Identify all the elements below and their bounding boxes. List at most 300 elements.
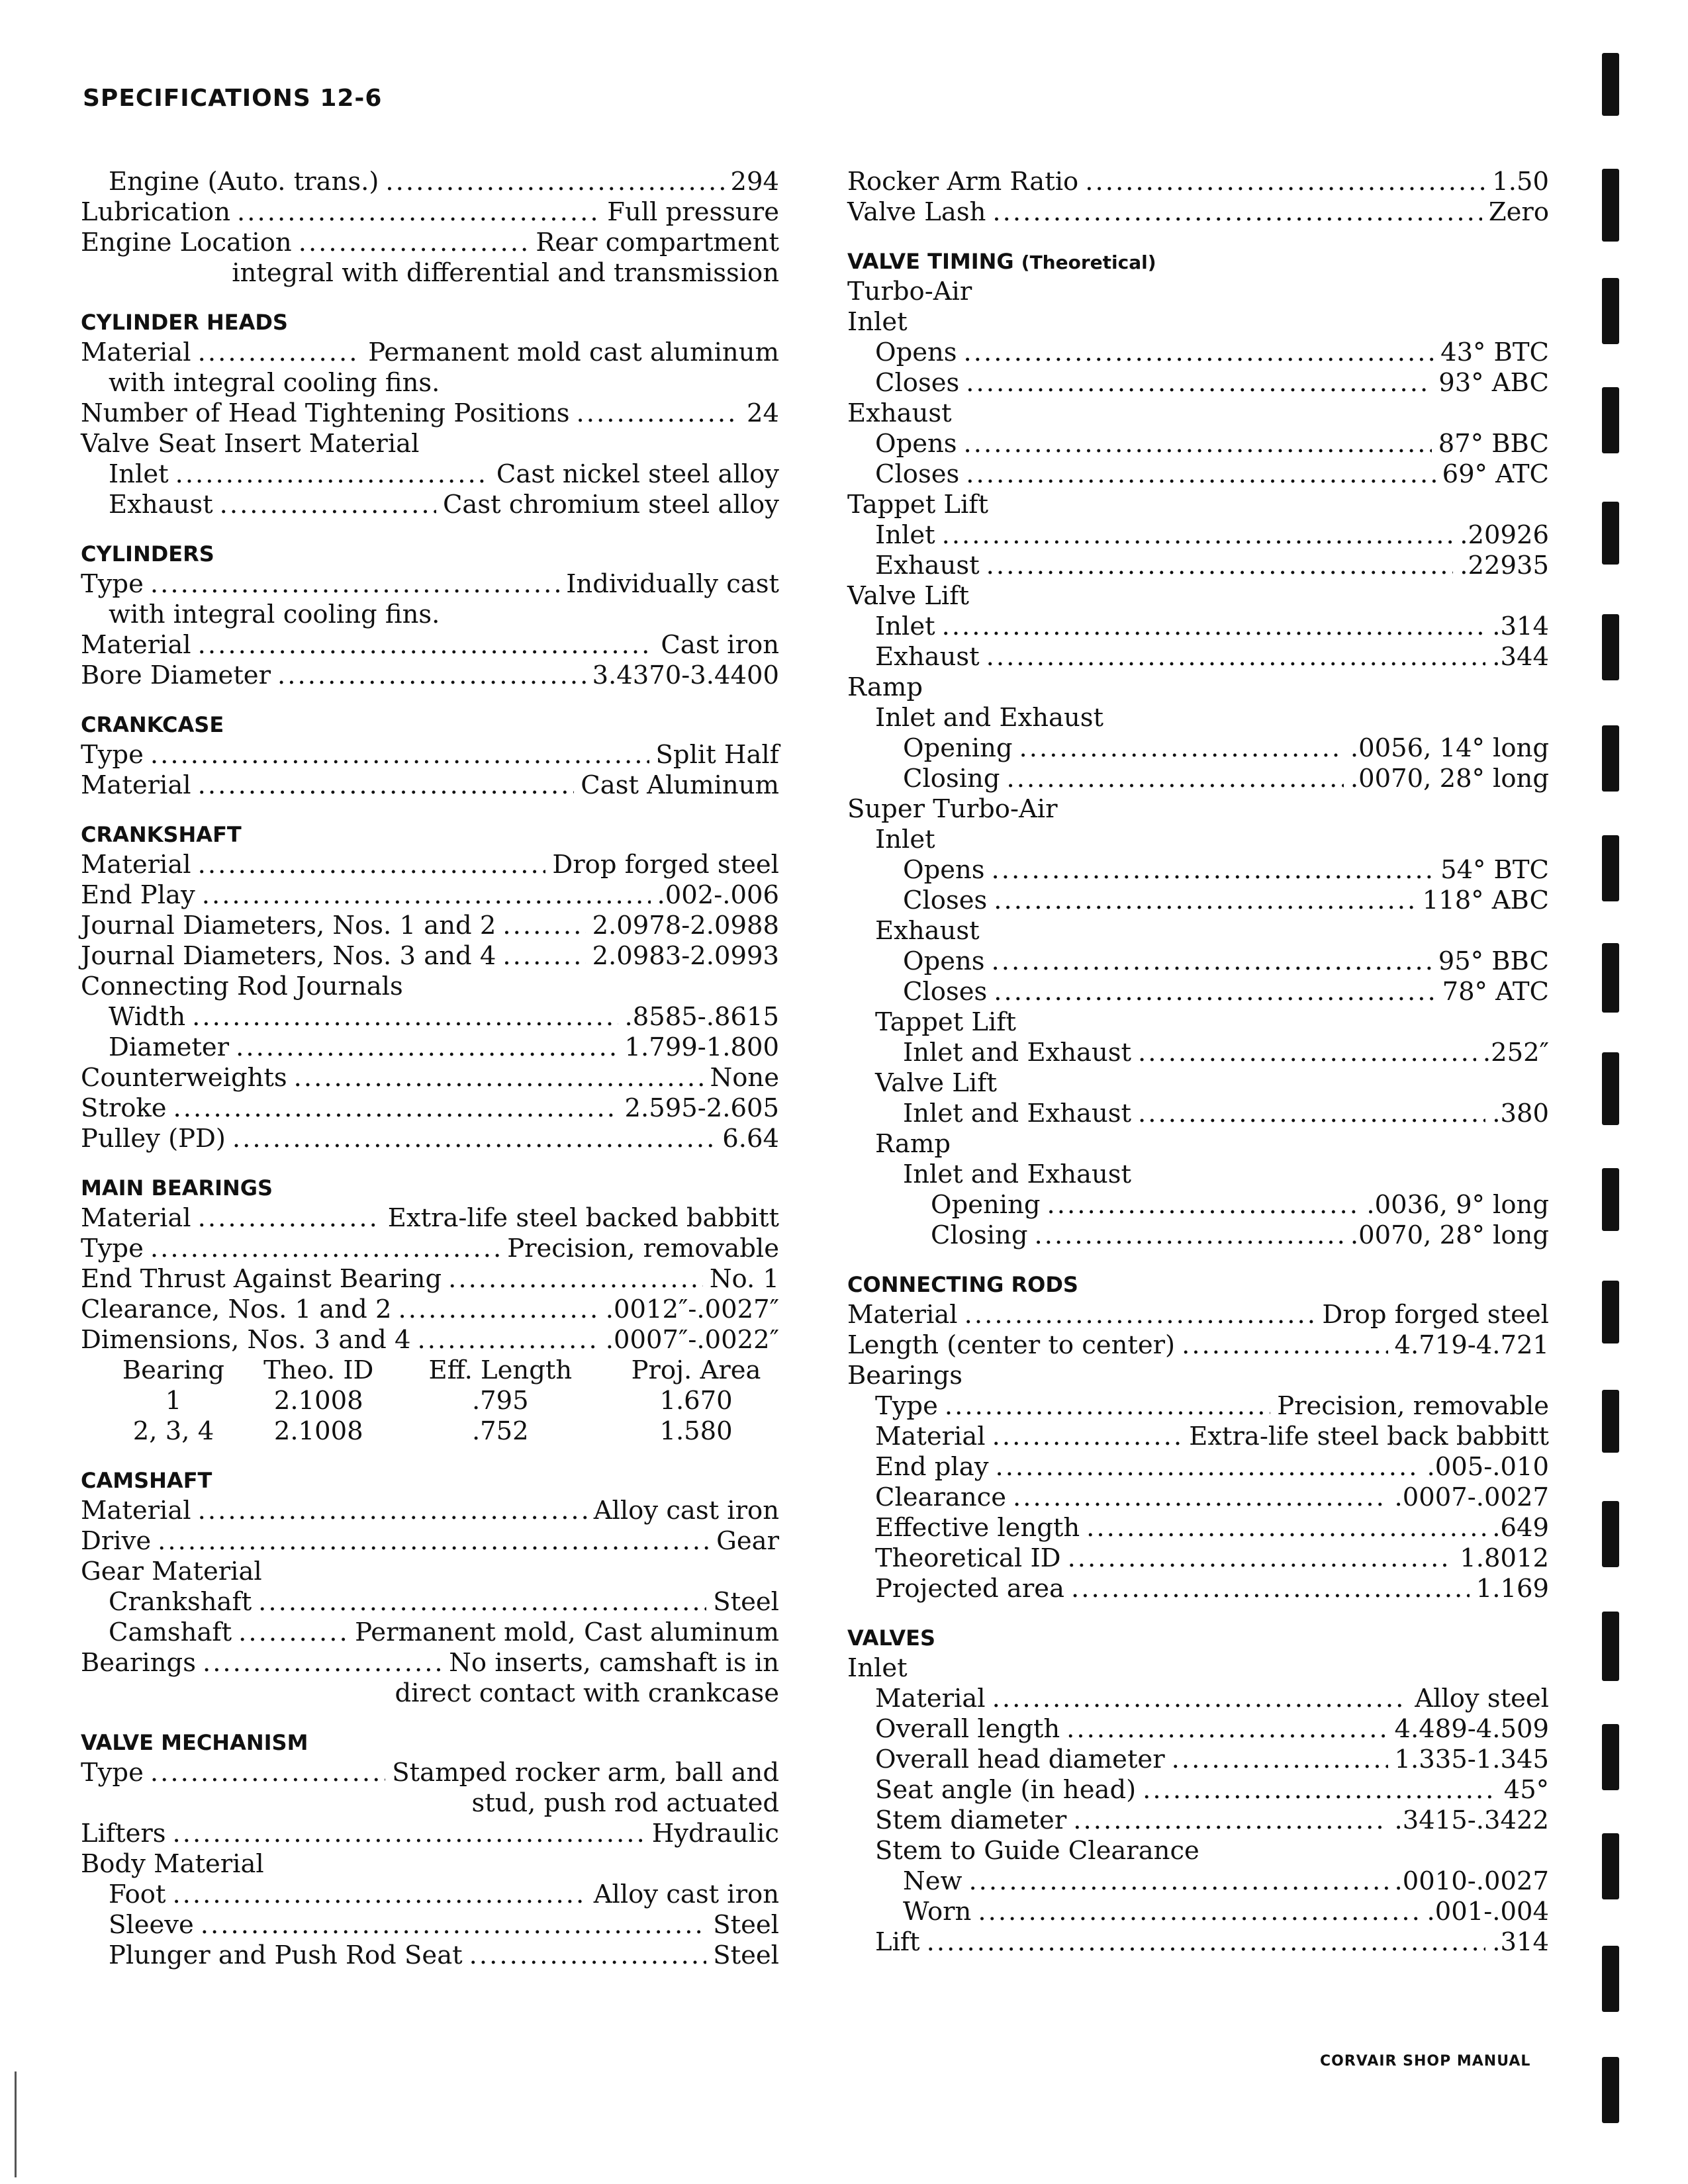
dot-leader [158, 1526, 710, 1557]
section-heading-text: VALVE MECHANISM [81, 1730, 308, 1755]
spec-value: .8585-.8615 [624, 1002, 779, 1032]
spec-label: Closes [903, 886, 988, 915]
dot-leader [201, 1910, 706, 1940]
spec-subheading: Stem to Guide Clearance [875, 1836, 1199, 1866]
spec-value: Steel [713, 1587, 779, 1617]
spec-row [81, 1325, 779, 1355]
dot-leader [299, 228, 530, 258]
spec-subheading: Exhaust [847, 398, 952, 428]
spec-row [847, 977, 1549, 1007]
dot-leader [150, 740, 649, 770]
dot-leader [1085, 167, 1485, 197]
spec-value: 1.8012 [1460, 1543, 1549, 1573]
spec-value: Permanent mold cast aluminum [368, 338, 779, 367]
spec-row [847, 368, 1549, 398]
spec-subheading: Inlet [847, 1653, 908, 1683]
spec-label: Effective length [875, 1513, 1080, 1543]
spec-value: Individually cast [566, 569, 779, 599]
spec-continuation: with integral cooling fins. [109, 368, 440, 398]
spec-label: Opening [931, 1190, 1041, 1220]
table-row [107, 1386, 789, 1416]
spec-label: Bore Diameter [81, 660, 271, 690]
dot-leader [994, 886, 1416, 916]
spec-row [81, 941, 779, 972]
section-heading-text: CAMSHAFT [81, 1468, 212, 1493]
dot-leader [203, 1648, 442, 1678]
spec-label: Pulley (PD) [81, 1124, 226, 1154]
spec-label: Type [81, 1234, 144, 1263]
spec-row [847, 1300, 1549, 1330]
spec-label: Lifters [81, 1819, 166, 1848]
dot-leader [964, 338, 1434, 368]
spec-label: Worn [903, 1897, 972, 1927]
dot-leader [577, 398, 740, 429]
spec-label: Material [81, 850, 191, 880]
dot-leader [1006, 764, 1343, 794]
spec-value: 2.595-2.605 [624, 1093, 779, 1123]
dot-leader [192, 1002, 618, 1032]
spec-row [81, 630, 779, 660]
dot-leader [986, 551, 1454, 581]
spec-label: Exhaust [109, 490, 213, 520]
table-cell: .795 [471, 1386, 529, 1416]
spec-value: .005-.010 [1427, 1452, 1549, 1482]
spec-label: New [903, 1866, 962, 1896]
spec-label: End Play [81, 880, 195, 910]
spec-label: Length (center to center) [847, 1330, 1176, 1360]
spec-continuation: integral with differential and transmission [232, 258, 779, 288]
spec-row [81, 850, 779, 880]
dot-leader [1138, 1038, 1476, 1068]
section-heading [81, 307, 779, 338]
spec-value: .314 [1492, 1927, 1549, 1957]
spec-value: 45° [1503, 1775, 1549, 1805]
section-heading-text: CYLINDERS [81, 541, 214, 567]
spec-row [81, 880, 779, 911]
spec-label: Closes [903, 977, 988, 1007]
spec-label: Stroke [81, 1093, 167, 1123]
dot-leader [966, 459, 1435, 490]
spec-row [847, 520, 1549, 551]
dot-leader [173, 1093, 618, 1124]
spec-row [81, 1880, 779, 1910]
section-heading [81, 819, 779, 850]
spec-value: Steel [713, 1910, 779, 1940]
edge-mark [1602, 1390, 1619, 1453]
spec-label: Engine (Auto. trans.) [109, 167, 379, 197]
spec-row [847, 1543, 1549, 1574]
table-cell: 1 [165, 1386, 182, 1416]
spec-label: Material [847, 1300, 958, 1330]
spec-row [81, 569, 779, 600]
spec-value: No inserts, camshaft is in [449, 1648, 779, 1678]
dot-leader [198, 338, 362, 368]
spec-label: Bearings [81, 1648, 196, 1678]
spec-row [847, 197, 1549, 228]
edge-mark [1602, 725, 1619, 792]
dot-leader [964, 429, 1432, 459]
spec-value: 93° ABC [1438, 368, 1549, 398]
spec-label: Closes [875, 368, 960, 398]
dot-leader [277, 660, 586, 691]
dot-leader [398, 1295, 598, 1325]
spec-subheading: Ramp [875, 1129, 951, 1159]
spec-value: Hydraulic [651, 1819, 779, 1848]
spec-label: Material [875, 1684, 986, 1713]
spec-subheading: Gear Material [81, 1557, 262, 1586]
section-heading [847, 1623, 1549, 1653]
spec-row [81, 1496, 779, 1526]
section-heading [847, 246, 1549, 277]
spec-label: Projected area [875, 1574, 1065, 1604]
spec-value: .314 [1492, 612, 1549, 641]
spec-value: Split Half [655, 740, 779, 770]
edge-mark [1602, 53, 1619, 116]
edge-marks [1602, 0, 1628, 2184]
spec-row [847, 1099, 1549, 1129]
spec-row [847, 1714, 1549, 1745]
spec-value: Precision, removable [1277, 1391, 1549, 1421]
dot-leader [198, 850, 546, 880]
spec-label: Inlet and Exhaust [903, 1038, 1132, 1068]
spec-subheading: Inlet and Exhaust [875, 703, 1104, 733]
dot-leader [198, 770, 575, 801]
spec-value: None [710, 1063, 779, 1093]
dot-leader [978, 1897, 1420, 1927]
edge-mark [1602, 502, 1619, 565]
spec-label: Seat angle (in head) [875, 1775, 1137, 1805]
table-cell: 1.670 [659, 1386, 733, 1416]
page-footer: CORVAIR SHOP MANUAL [1320, 2053, 1531, 2070]
section-heading [81, 709, 779, 740]
dot-leader [237, 197, 600, 228]
dot-leader [198, 1496, 587, 1526]
edge-mark [1602, 1168, 1619, 1231]
spec-row [847, 1745, 1549, 1775]
dot-leader [1073, 1805, 1387, 1836]
spec-value: 43° BTC [1440, 338, 1549, 367]
spec-label: Dimensions, Nos. 3 and 4 [81, 1325, 411, 1355]
spec-label: Clearance [875, 1482, 1007, 1512]
edge-mark [1602, 1612, 1619, 1681]
spec-continuation: with integral cooling fins. [109, 600, 440, 629]
spec-row [81, 1648, 779, 1678]
spec-label: Lubrication [81, 197, 230, 227]
dot-leader [992, 946, 1432, 977]
spec-label: Opens [875, 338, 957, 367]
dot-leader [172, 1880, 586, 1910]
spec-label: Counterweights [81, 1063, 287, 1093]
table-header: Proj. Area [631, 1355, 761, 1385]
spec-label: Diameter [109, 1032, 230, 1062]
spec-value: Alloy cast iron [593, 1880, 779, 1909]
spec-value: 54° BTC [1440, 855, 1549, 885]
spec-row [81, 1940, 779, 1971]
spec-subheading: Tappet Lift [875, 1007, 1017, 1037]
dot-leader [1143, 1775, 1497, 1805]
dot-leader [385, 167, 724, 197]
dot-leader [1019, 733, 1344, 764]
spec-label: Engine Location [81, 228, 292, 257]
spec-value: .22935 [1460, 551, 1549, 580]
spec-value: Alloy steel [1415, 1684, 1549, 1713]
spec-row [81, 1819, 779, 1849]
dot-leader [469, 1940, 707, 1971]
spec-row [847, 946, 1549, 977]
dot-leader [232, 1124, 716, 1154]
section-heading-text: MAIN BEARINGS [81, 1175, 273, 1201]
spec-subheading: Tappet Lift [847, 490, 989, 520]
spec-value: 1.799-1.800 [624, 1032, 779, 1062]
spec-subheading: Body Material [81, 1849, 264, 1879]
dot-leader [1172, 1745, 1388, 1775]
spec-label: Inlet [109, 459, 169, 489]
spec-label: Closes [875, 459, 960, 489]
dot-leader [994, 977, 1435, 1007]
spec-row [847, 855, 1549, 886]
dot-leader [173, 1819, 645, 1849]
edge-mark [1602, 1052, 1619, 1125]
dot-leader [1034, 1220, 1343, 1251]
spec-value: No. 1 [709, 1264, 779, 1294]
spec-value: Precision, removable [507, 1234, 779, 1263]
spec-value: 6.64 [722, 1124, 779, 1154]
dot-leader [992, 855, 1434, 886]
spec-value: Gear [716, 1526, 779, 1556]
spec-row [81, 398, 779, 429]
dot-leader [1066, 1714, 1387, 1745]
dot-leader [150, 1758, 385, 1788]
section-heading-text: CYLINDER HEADS [81, 310, 288, 335]
edge-mark [1602, 278, 1619, 344]
spec-row [847, 642, 1549, 672]
spec-value: 24 [747, 398, 779, 428]
dot-leader [927, 1927, 1486, 1958]
spec-value: 95° BBC [1438, 946, 1549, 976]
spec-value: .0070, 28° long [1350, 764, 1549, 794]
spec-label: Type [81, 740, 144, 770]
spec-row [847, 1775, 1549, 1805]
spec-value: Full pressure [607, 197, 779, 227]
spec-value: .649 [1492, 1513, 1549, 1543]
spec-label: Clearance, Nos. 1 and 2 [81, 1295, 392, 1324]
dot-leader [995, 1452, 1420, 1482]
spec-row [81, 1002, 779, 1032]
dot-leader [175, 459, 490, 490]
spec-value: Drop forged steel [1322, 1300, 1549, 1330]
spec-label: Number of Head Tightening Positions [81, 398, 570, 428]
spec-value: .380 [1492, 1099, 1549, 1128]
table-cell: 1.580 [659, 1416, 733, 1446]
dot-leader [202, 880, 651, 911]
spec-value: Alloy cast iron [593, 1496, 779, 1525]
spec-row [81, 197, 779, 228]
spec-subheading: Inlet [847, 307, 908, 337]
dot-leader [992, 1684, 1409, 1714]
spec-value: 78° ATC [1442, 977, 1549, 1007]
edge-mark [1602, 169, 1619, 242]
spec-value: 87° BBC [1438, 429, 1549, 459]
spec-row [847, 1391, 1549, 1422]
dot-leader [945, 1391, 1270, 1422]
section-heading [847, 1269, 1549, 1300]
spec-row [847, 764, 1549, 794]
section-heading [81, 539, 779, 569]
section-heading-text: CRANKSHAFT [81, 822, 242, 847]
spec-value: Cast Aluminum [581, 770, 779, 800]
dot-leader [258, 1587, 706, 1617]
dot-leader [1013, 1482, 1388, 1513]
spec-row [81, 740, 779, 770]
dot-leader [220, 490, 436, 520]
spec-label: Exhaust [875, 551, 980, 580]
spec-value: .001-.004 [1427, 1897, 1549, 1927]
spec-value: .3415-.3422 [1394, 1805, 1549, 1835]
spec-value: .0012″-.0027″ [605, 1295, 779, 1324]
spec-label: Exhaust [875, 642, 980, 672]
spec-subheading: Exhaust [875, 916, 980, 946]
dot-leader [198, 1203, 381, 1234]
spec-row [81, 1295, 779, 1325]
spec-label: Journal Diameters, Nos. 3 and 4 [81, 941, 496, 971]
spec-row [81, 1203, 779, 1234]
spec-label: Material [875, 1422, 986, 1451]
dot-leader [968, 1866, 1387, 1897]
spec-row [847, 1190, 1549, 1220]
spec-value: Extra-life steel backed babbitt [387, 1203, 779, 1233]
edge-mark [1602, 943, 1619, 1013]
dot-leader [1086, 1513, 1485, 1543]
dot-leader [150, 1234, 500, 1264]
section-heading-sub: (Theoretical) [1021, 251, 1156, 273]
edge-mark [1602, 1281, 1619, 1343]
spec-value: .0007-.0027 [1394, 1482, 1549, 1512]
edge-mark [1602, 1501, 1619, 1567]
spec-row [847, 167, 1549, 197]
spec-value: .0007″-.0022″ [605, 1325, 779, 1355]
spec-value: Permanent mold, Cast aluminum [355, 1617, 779, 1647]
section-heading-text: VALVES [847, 1625, 936, 1651]
spec-row [847, 1866, 1549, 1897]
dot-leader [448, 1264, 703, 1295]
spec-subheading: Valve Seat Insert Material [81, 429, 420, 459]
table-header: Bearing [122, 1355, 225, 1385]
dot-leader [418, 1325, 599, 1355]
spec-value: Cast iron [661, 630, 779, 660]
dot-leader [1138, 1099, 1485, 1129]
table-cell: 2.1008 [273, 1416, 363, 1446]
dot-leader [236, 1032, 618, 1063]
spec-subheading: Connecting Rod Journals [81, 972, 403, 1001]
spec-row [81, 1910, 779, 1940]
spec-label: Plunger and Push Rod Seat [109, 1940, 463, 1970]
spec-label: Drive [81, 1526, 152, 1556]
spec-subheading: Valve Lift [847, 581, 969, 611]
spec-continuation: direct contact with crankcase [395, 1678, 779, 1708]
spec-row [847, 1897, 1549, 1927]
dot-leader [1071, 1574, 1470, 1604]
table-cell: .752 [471, 1416, 529, 1446]
dot-leader [986, 642, 1486, 672]
spec-value: 1.50 [1492, 167, 1549, 197]
spec-label: Overall length [875, 1714, 1060, 1744]
spec-value: .252″ [1482, 1038, 1549, 1068]
spec-row [81, 1617, 779, 1648]
spec-subheading: Inlet [875, 825, 935, 854]
bearing-table [107, 1355, 789, 1447]
spec-row [847, 1805, 1549, 1836]
dot-leader [964, 1300, 1316, 1330]
spec-value: .0070, 28° long [1350, 1220, 1549, 1250]
spec-row [847, 1513, 1549, 1543]
edge-mark [1602, 614, 1619, 680]
scan-edge-line [15, 2071, 17, 2177]
spec-value: 1.169 [1476, 1574, 1549, 1604]
section-heading-text: CONNECTING RODS [847, 1272, 1078, 1297]
spec-label: Sleeve [109, 1910, 194, 1940]
spec-row [847, 429, 1549, 459]
dot-leader [294, 1063, 704, 1093]
spec-row [847, 1482, 1549, 1513]
spec-row [81, 1124, 779, 1154]
spec-label: Lift [875, 1927, 920, 1957]
spec-value: 2.0978-2.0988 [592, 911, 779, 940]
page-header: SPECIFICATIONS 12-6 [83, 85, 383, 112]
spec-value: 3.4370-3.4400 [592, 660, 779, 690]
dot-leader [502, 911, 585, 941]
spec-row [81, 1264, 779, 1295]
right-column [847, 167, 1549, 1958]
spec-value: .0010-.0027 [1394, 1866, 1549, 1896]
dot-leader [966, 368, 1432, 398]
spec-row [81, 1032, 779, 1063]
spec-row [847, 1220, 1549, 1251]
spec-row [81, 1234, 779, 1264]
spec-label: Crankshaft [109, 1587, 252, 1617]
spec-row [81, 770, 779, 801]
spec-subheading: Ramp [847, 672, 923, 702]
spec-value: Cast nickel steel alloy [496, 459, 779, 489]
edge-mark [1602, 1946, 1619, 2012]
spec-label: Closing [903, 764, 1000, 794]
spec-label: Type [875, 1391, 938, 1421]
spec-row [847, 1574, 1549, 1604]
spec-row [847, 733, 1549, 764]
spec-row [81, 167, 779, 197]
section-heading [81, 1173, 779, 1203]
spec-label: Inlet [875, 612, 935, 641]
spec-label: Opens [903, 946, 985, 976]
spec-label: Closing [931, 1220, 1028, 1250]
spec-row [81, 228, 779, 258]
spec-value: .002-.006 [657, 880, 779, 910]
spec-subheading: Turbo-Air [847, 277, 972, 306]
spec-value: 4.489-4.509 [1394, 1714, 1549, 1744]
spec-row [81, 1758, 779, 1788]
section-heading [81, 1465, 779, 1496]
spec-value: .0056, 14° long [1350, 733, 1549, 763]
spec-row [81, 1093, 779, 1124]
dot-leader [198, 630, 655, 660]
spec-label: Journal Diameters, Nos. 1 and 2 [81, 911, 496, 940]
spec-label: Opening [903, 733, 1013, 763]
edge-mark [1602, 1833, 1619, 1899]
spec-subheading: Bearings [847, 1361, 962, 1390]
spec-label: Material [81, 1203, 191, 1233]
dot-leader [1182, 1330, 1387, 1361]
spec-label: Theoretical ID [875, 1543, 1061, 1573]
edge-mark [1602, 1724, 1619, 1790]
